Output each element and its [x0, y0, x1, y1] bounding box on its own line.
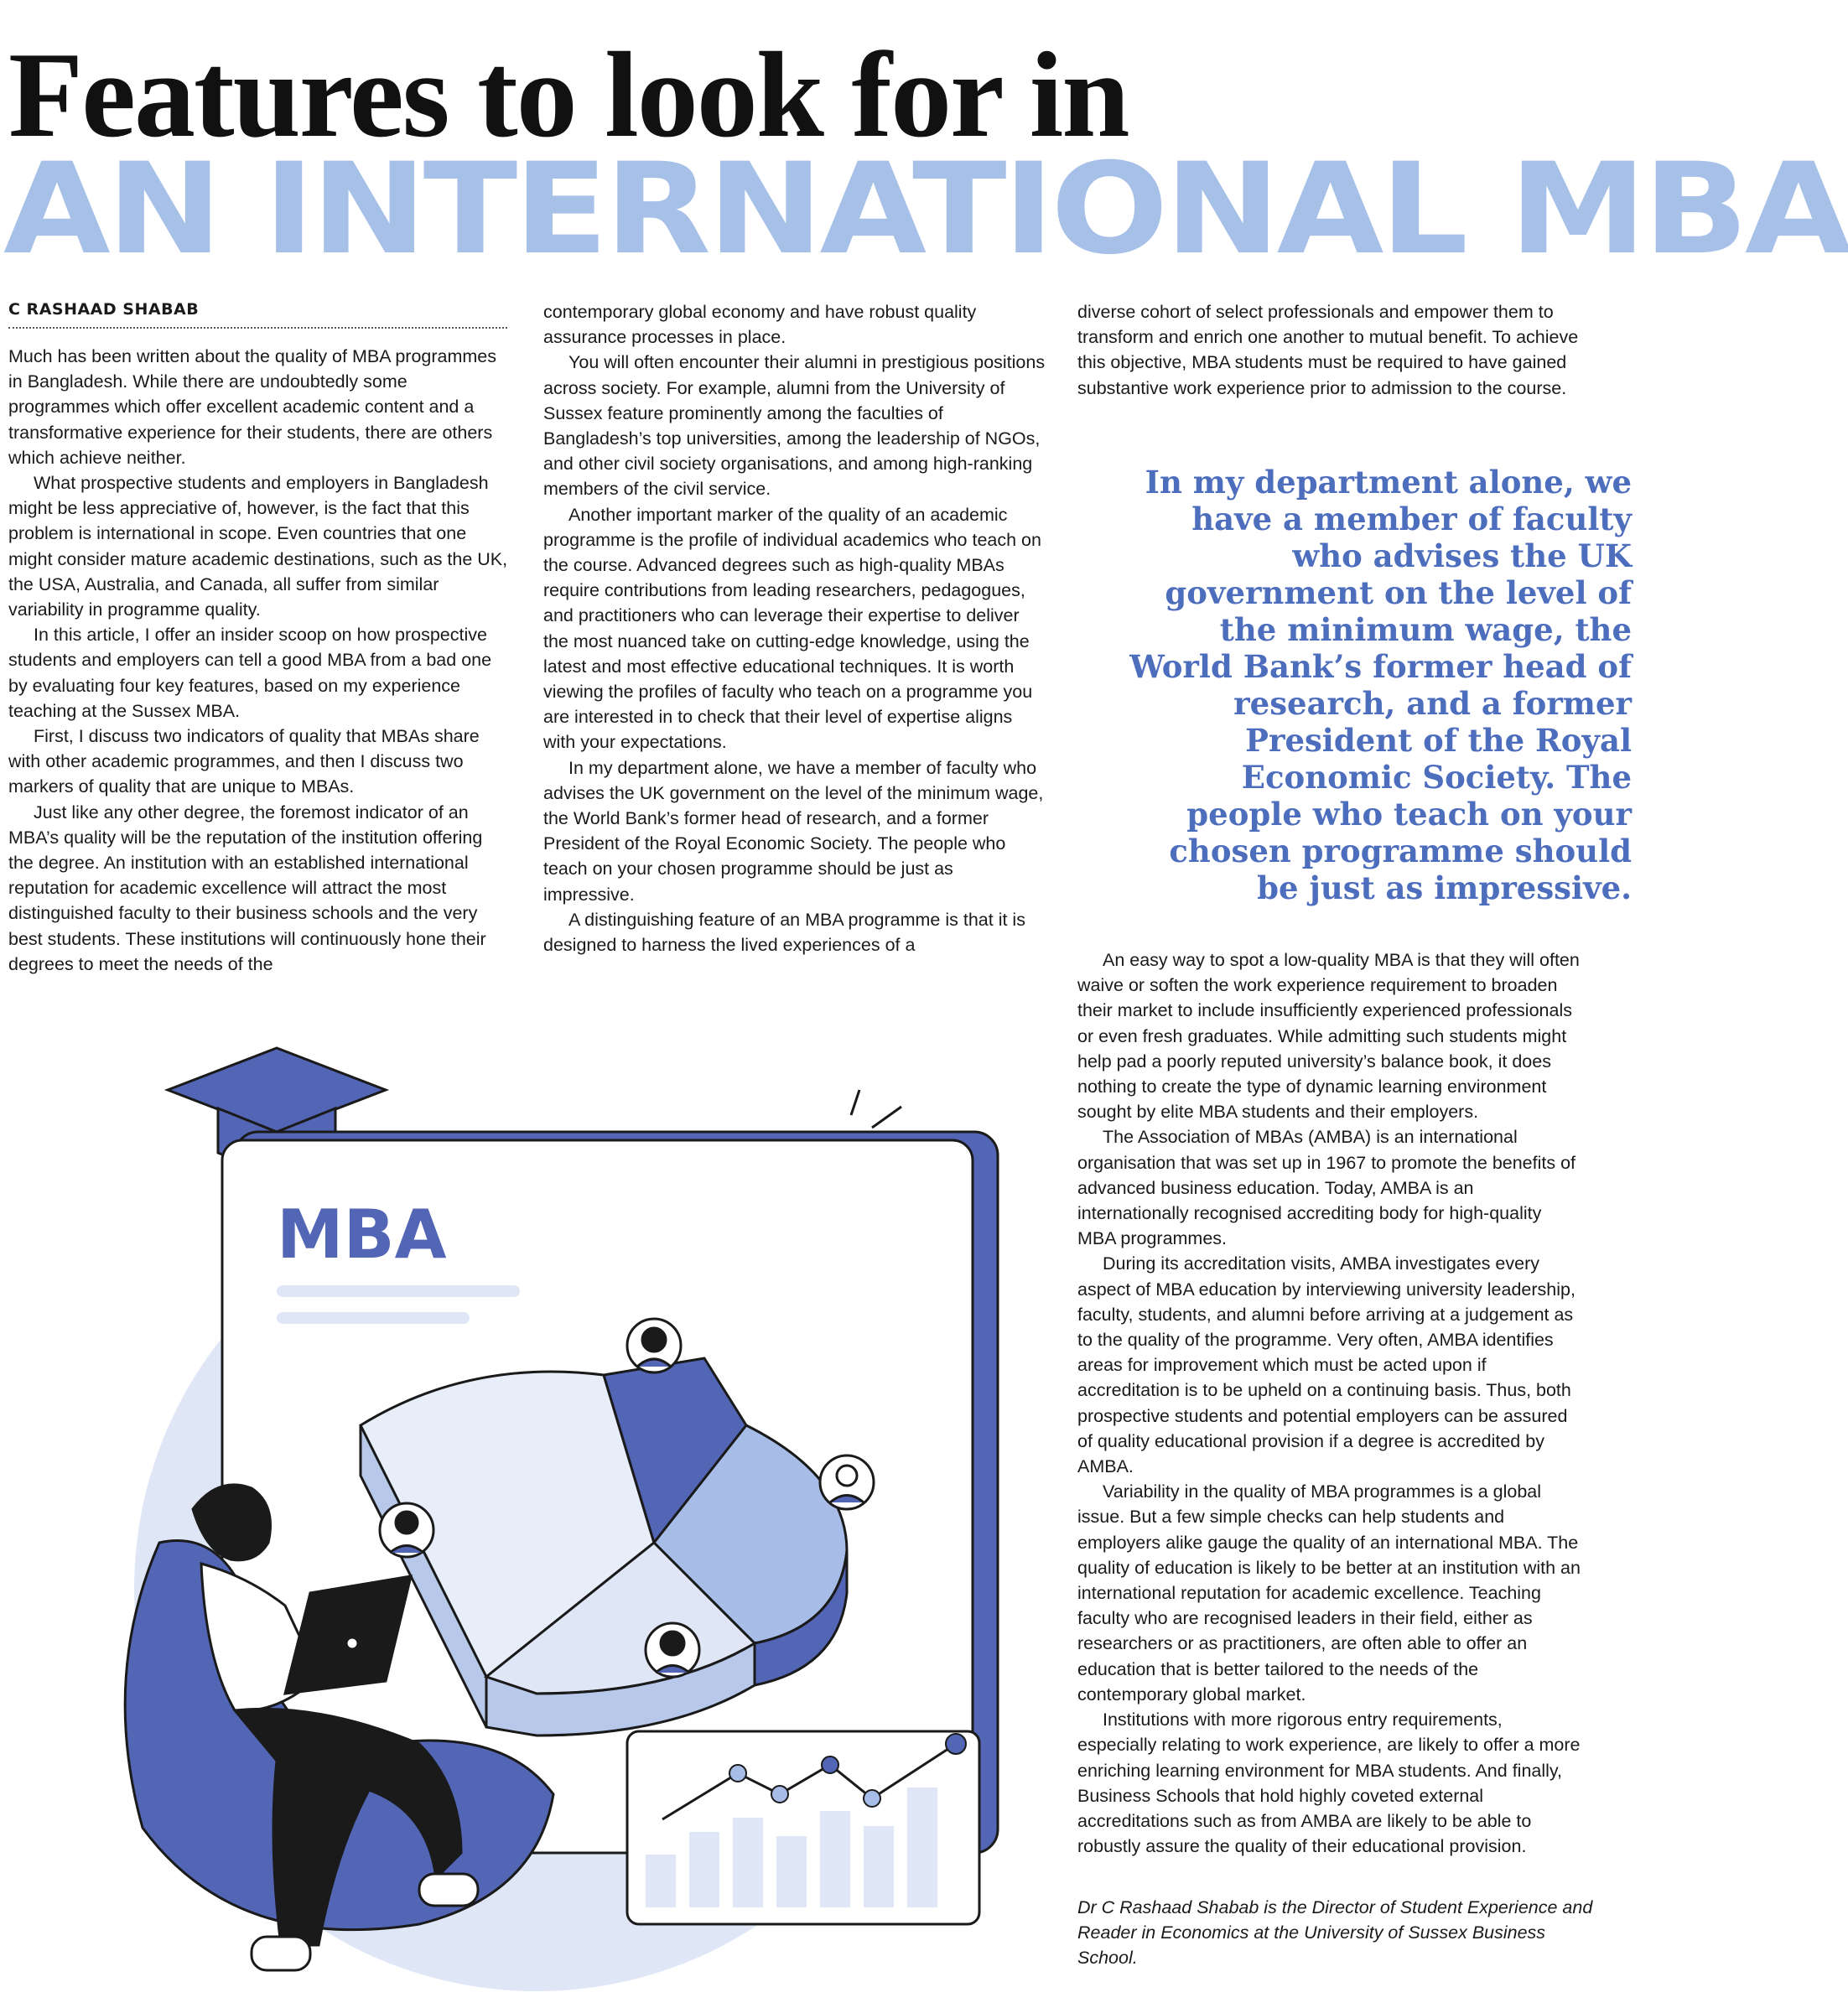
- paragraph: Variability in the quality of MBA programmes is a global issue. But a few simple checks can help students and employers alike gauge the quality of an international MBA. The quality of education is likely to be better at an institution with an international reputation for academic excellence. Teaching faculty who are recognised leaders in their field, either as researchers or as practitioners, are often able to offer an education that is better tailored to the needs of the contemporary global market.: [1077, 1481, 1581, 1704]
- paragraph: You will often encounter their alumni in prestigious positions across society. For example, alumni from the University of Sussex feature prominently among the faculties of Bangladesh’s top universities, among the leadership of NGOs, and other civil society organisations, and among high-ranking members of the civil service.: [543, 352, 1046, 500]
- avatar-icon: [646, 1623, 699, 1677]
- paragraph: First, I discuss two indicators of quality that MBAs share with other academic programmes, and then I discuss two markers of quality that are unique to MBAs.: [8, 726, 480, 797]
- paragraph: In this article, I offer an insider scoop on how prospective students and employers can tell a good MBA from a bad one by evaluating four key features, based on my experience teaching at the Sussex MBA.: [8, 625, 492, 721]
- author-bio: Dr C Rashaad Shabab is the Director of Student Experience and Reader in Economics at the University of Sussex Business School.: [1077, 1897, 1593, 1969]
- article-column-1: [8, 344, 511, 994]
- headline-line-1: Features to look for in: [8, 27, 1129, 163]
- paragraph: Much has been written about the quality of MBA programmes in Bangladesh. While there are undoubtedly some programmes which offer excellent academic content and a transformative experience for their students, there are others which achieve neither.: [8, 346, 497, 468]
- article-column-3-top: [1077, 299, 1581, 401]
- avatar-icon: [380, 1503, 433, 1557]
- avatar-icon: [627, 1319, 681, 1372]
- line-bar-chart-card: [627, 1731, 979, 1924]
- paragraph: In my department alone, we have a member of faculty who advises the UK government on the level of the minimum wage, the World Bank’s former head of research, and a former President of the Royal Economic Society. The people who teach on your chosen programme should be just as impressive.: [543, 757, 1044, 905]
- paragraph: diverse cohort of select professionals and empower them to transform and enrich one another to mutual benefit. To achieve this objective, MBA students must be required to have gained substantive work experience prior to admission to the course.: [1077, 302, 1579, 398]
- paragraph: Institutions with more rigorous entry requirements, especially relating to work experience, are likely to offer a more enriching learning environment for MBA students. And finally, Business Schools that hold highly coveted external accreditations such as from AMBA are likely to be able to robustly assure the quality of their educational provision.: [1077, 1710, 1581, 1857]
- paragraph: contemporary global economy and have robust quality assurance processes in place.: [543, 302, 977, 348]
- paragraph: An easy way to spot a low-quality MBA is that they will often waive or soften the work experience requirement to broaden their market to include insufficiently experienced professionals or even fresh graduates. While admitting such students might help pad a poorly reputed university’s balance book, it does nothing to create the type of dynamic learning environment sought by elite MBA students and their employers.: [1077, 950, 1580, 1123]
- headline-line-2: AN INTERNATIONAL MBA: [3, 137, 1848, 283]
- article-column-2: [543, 299, 1046, 991]
- avatar-icon: [820, 1455, 874, 1509]
- mba-illustration: [67, 1006, 1065, 2008]
- paragraph: The Association of MBAs (AMBA) is an international organisation that was set up in 1967 to promote the benefits of advanced business education. Today, AMBA is an internationally recognised accrediting body for high-quality MBA programmes.: [1077, 1127, 1576, 1249]
- paragraph: A distinguishing feature of an MBA programme is that it is designed to harness the lived experiences of a: [543, 909, 1025, 956]
- paragraph: What prospective students and employers in Bangladesh might be less appreciative of, however, is the fact that this problem is international in scope. Even countries that one might consider mature academic destinations, such as the UK, the USA, Australia, and Canada, all suffer from similar variability in programme quality.: [8, 473, 508, 620]
- paragraph: Another important marker of the quality of an academic programme is the profile of individual academics who teach on the course. Advanced degrees such as high-quality MBAs require contributions from leading researchers, pedagogues, and practitioners who can leverage their expertise to deliver the most nuanced take on cutting-edge knowledge, using the latest and most effective educational techniques. It is worth viewing the profiles of faculty who teach on a programme you are interested in to check that their level of expertise aligns with your expectations.: [543, 504, 1041, 753]
- board-mba-label: MBA: [277, 1196, 447, 1274]
- paragraph: Just like any other degree, the foremost indicator of an MBA’s quality will be the reputation of the institution offering the degree. An institution with an established international reputation for academic excellence will attract the most distinguished faculty to their business schools and the very best students. These institutions will continuously hone their degrees to meet the needs of the: [8, 802, 486, 974]
- pull-quote: In my department alone, we have a member of faculty who advises the UK government on the level of the minimum wage, the World Bank’s former head of research, and a former President of the Royal Economic Society. The people who teach on your chosen programme should be just as impressive.: [1129, 464, 1632, 906]
- article-column-3-bottom: [1077, 947, 1581, 1859]
- paragraph: During its accreditation visits, AMBA investigates every aspect of MBA education by interviewing university leadership, faculty, students, and alumni before arriving at a judgement as to the quality of the programme. Very often, AMBA identifies areas for improvement which must be acted upon if accreditation is to be upheld on a continuing basis. Thus, both prospective students and potential employers can be assured of quality educational provision if a degree is accredited by AMBA.: [1077, 1253, 1575, 1477]
- byline: C RASHAAD SHABAB: [8, 300, 507, 329]
